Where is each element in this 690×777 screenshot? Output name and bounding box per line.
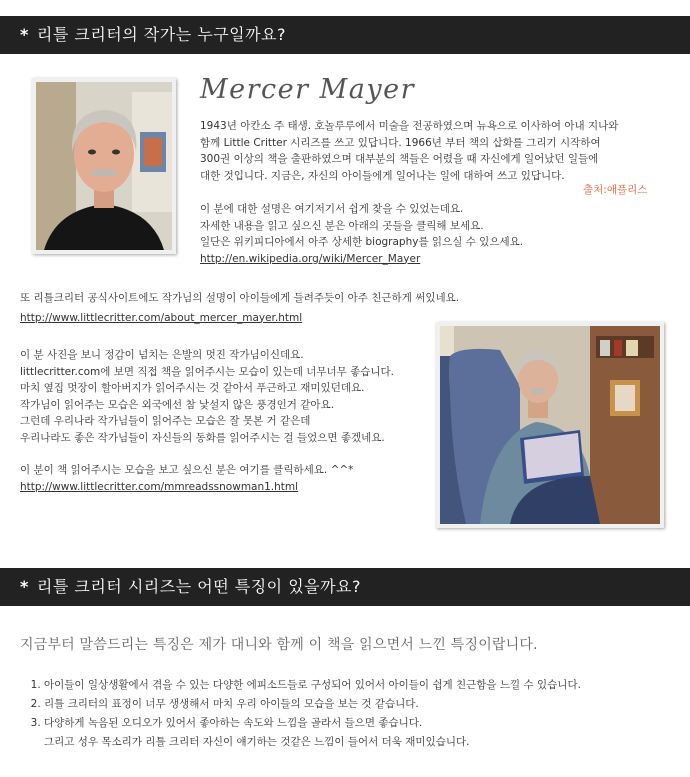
section-header-features xyxy=(0,568,690,606)
bio-line: 대한 것입니다. 지금은, 자신의 아이들에게 일어나는 일에 대하여 쓰고 있답니다. xyxy=(200,169,565,182)
note-line: 작가님이 읽어주는 모습은 외국에선 참 낯설지 않은 풍경인거 같아요. xyxy=(20,398,335,411)
feature-text-continued: 그리고 성우 목소리가 리틀 크리터 자신이 얘기하는 것같은 느낌이 들어서 더욱 재미있습니다. xyxy=(44,736,470,748)
note-line: 마치 옆집 멋장이 할아버지가 읽어주시는 것 같아서 푸근하고 재미있던데요. xyxy=(20,382,365,394)
official-site-block xyxy=(20,290,459,326)
note-line: 이 분 사진을 보니 정감이 넘치는 은발의 멋진 작가님이신데요. xyxy=(20,349,304,361)
feature-item xyxy=(44,695,684,714)
note-line: 그런데 우리나라 작가님들이 읽어주는 모습은 잘 못본 거 같은데 xyxy=(20,415,311,427)
note-line: littlecritter.com에 보면 직접 책을 읽어주시는 모습이 있는데 너무너무 좋습니다. xyxy=(20,365,395,378)
author-reading-photo xyxy=(436,322,664,528)
official-site-text: 또 리틀크리터 공식사이트에도 작가님의 설명이 아이들에게 들려주듯이 아주 친근하게 써있네요. xyxy=(20,292,460,304)
reading-video-link[interactable]: http://www.littlecritter.com/mmreadssnowman1.html xyxy=(20,480,299,493)
feature-text: 리틀 크리터의 표정이 너무 생생해서 마치 우리 아이들의 모습을 보는 것 같습니다. xyxy=(44,698,419,710)
author-name: Mercer Mayer xyxy=(200,74,416,105)
feature-text: 다양하게 녹음된 오디오가 있어서 좋아하는 속도와 느낌을 골라서 들으면 좋습니다. xyxy=(44,717,423,729)
star-icon: * xyxy=(20,577,29,596)
feature-item xyxy=(44,714,684,752)
wikipedia-link[interactable]: http://en.wikipedia.org/wiki/Mercer_Mayer xyxy=(200,252,421,265)
features-list xyxy=(28,676,684,752)
feature-item xyxy=(44,676,684,695)
note-line: 우리나라도 좋은 작가님들이 자신들의 동화를 읽어주시는 걸 들었으면 좋겠네요. xyxy=(20,431,385,444)
section-title: 리틀 크리터의 작가는 누구일까요? xyxy=(36,25,287,44)
bio-line: 300권 이상의 책을 출판하였으며 대부분의 책들은 어렸을 때 자신에게 일어났던 일들에 xyxy=(200,153,599,165)
section-title: 리틀 크리터 시리즈는 어떤 특징이 있을까요? xyxy=(36,577,362,596)
feature-text: 아이들이 일상생활에서 겪을 수 있는 다양한 에피소드들로 구성되어 있어서 아이들이 쉽게 친근함을 느낄 수 있습니다. xyxy=(44,679,581,691)
photo-notes xyxy=(20,347,430,495)
bio-line: 1943년 아칸소 주 태생. 호놀루루에서 미술을 전공하였으며 뉴욕으로 이사하여 아내 지나와 xyxy=(200,120,619,132)
info-line: 이 분에 대한 설명은 여기저기서 쉽게 찾을 수 있었는데요. xyxy=(200,203,464,215)
info-line: 자세한 내용을 읽고 싶으신 분은 아래의 곳들을 클릭해 보세요. xyxy=(200,219,484,232)
official-site-link[interactable]: http://www.littlecritter.com/about_mercer_mayer.html xyxy=(20,311,303,324)
bio-line: 함께 Little Critter 시리즈를 쓰고 있답니다. 1966년 부터 책의 삽화를 그리기 시작하여 xyxy=(200,136,601,149)
author-portrait-photo xyxy=(32,78,176,254)
section-header-author xyxy=(0,16,690,54)
star-icon: * xyxy=(20,25,29,44)
author-more-info xyxy=(200,201,523,267)
features-intro: 지금부터 말씀드리는 특징은 제가 대니와 함께 이 책을 읽으면서 느낀 특징이랍니다. xyxy=(20,637,538,653)
info-line: 일단은 위키피디아에서 아주 상세한 biography를 읽으실 수 있으세요. xyxy=(200,236,524,248)
source-credit: 출처:애플리스 xyxy=(583,184,648,196)
author-bio xyxy=(200,118,618,184)
reading-video-text: 이 분이 책 읽어주시는 모습을 보고 싶으신 분은 여기를 클릭하세요. ^^* xyxy=(20,464,354,476)
